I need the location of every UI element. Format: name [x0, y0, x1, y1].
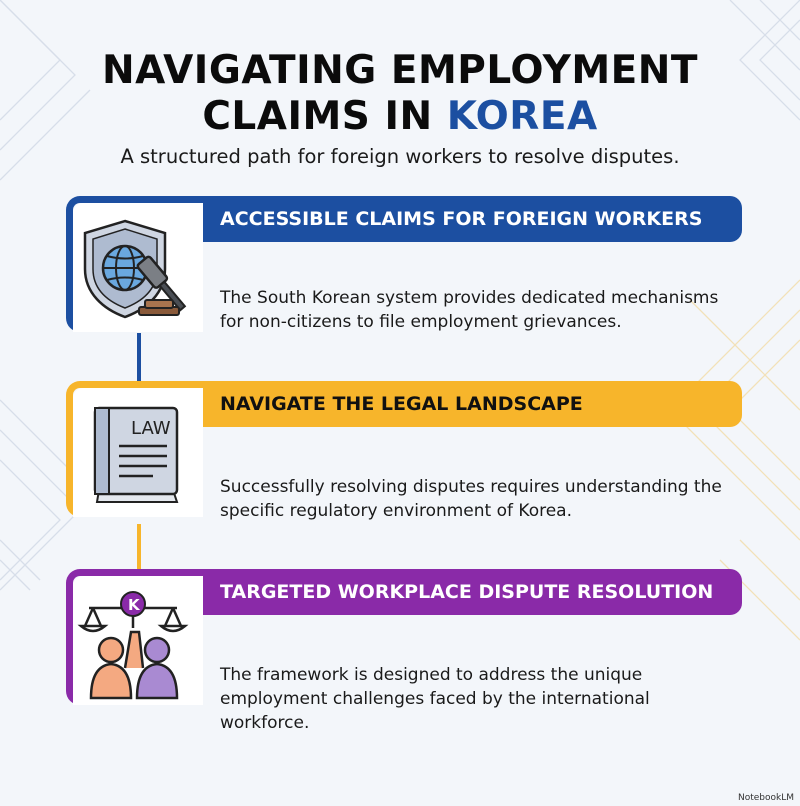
title-accent: KOREA — [446, 94, 598, 139]
step-1-heading: ACCESSIBLE CLAIMS FOR FOREIGN WORKERS — [203, 196, 742, 242]
step-3-icon-box — [73, 576, 203, 705]
step-2-body: Successfully resolving disputes requires understanding the specific regulatory environment of Korea. — [220, 477, 722, 521]
page-title-line2 — [0, 93, 800, 141]
page-subtitle: A structured path for foreign workers to resolve disputes. — [120, 145, 680, 168]
step-2-heading: NAVIGATE THE LEGAL LANDSCAPE — [203, 381, 742, 427]
step-3-heading: TARGETED WORKPLACE DISPUTE RESOLUTION — [203, 569, 742, 615]
connector-2-3 — [137, 524, 141, 572]
law-book-icon — [73, 388, 203, 517]
step-card-1 — [66, 196, 742, 332]
scale-badge: K — [128, 596, 140, 614]
scales-handshake-icon — [73, 576, 203, 705]
step-3-body: The framework is designed to address the unique employment challenges faced by the international workforce. — [220, 665, 650, 733]
step-2-icon-box — [73, 388, 203, 517]
step-card-2 — [66, 381, 742, 521]
connector-1-2 — [137, 333, 141, 381]
notebooklm-watermark: NotebookLM — [737, 793, 794, 803]
step-card-3 — [66, 569, 742, 733]
step-1-body: The South Korean system provides dedicated mechanisms for non-citizens to file employment grievances. — [220, 288, 719, 332]
step-1-icon-box — [73, 203, 203, 332]
book-label: LAW — [131, 418, 171, 439]
shield-globe-gavel-icon — [73, 203, 203, 332]
title-prefix: CLAIMS IN — [202, 94, 447, 139]
page-title-line1: NAVIGATING EMPLOYMENT — [101, 48, 699, 93]
